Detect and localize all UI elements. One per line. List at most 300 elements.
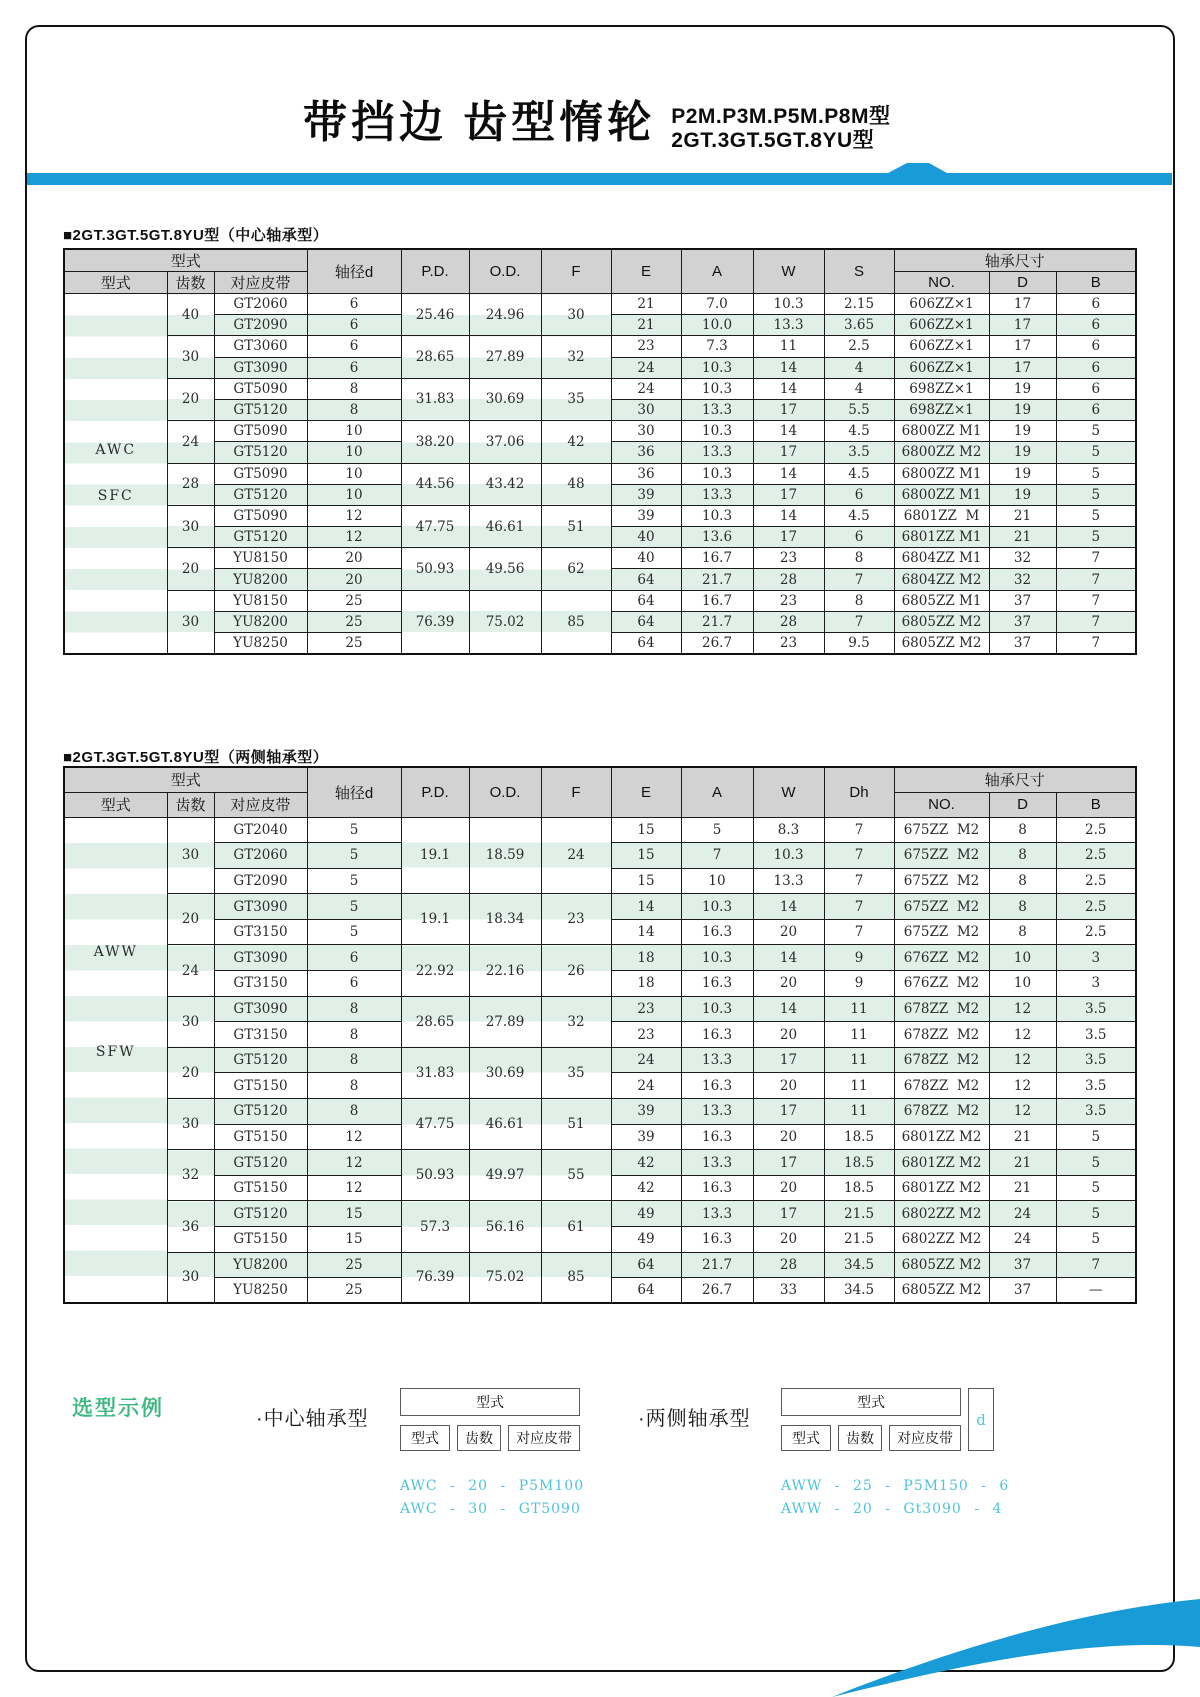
bearing-d-cell: 12: [989, 1047, 1056, 1073]
bearing-no-cell: 675ZZ M2: [894, 919, 989, 945]
f-cell: 51: [541, 1099, 611, 1150]
e-cell: 49: [611, 1227, 681, 1253]
e-cell: 18: [611, 945, 681, 971]
belt-code-cell: GT5120: [214, 1150, 307, 1176]
bearing-d-cell: 17: [989, 336, 1056, 357]
page-subtitle-line1: P2M.P3M.P5M.P8M型: [671, 105, 891, 128]
belt-code-cell: GT2060: [214, 294, 307, 315]
bearing-d-cell: 37: [989, 611, 1056, 632]
e-cell: 30: [611, 399, 681, 420]
bearing-d-cell: 37: [989, 1278, 1056, 1304]
a-cell: 26.7: [681, 1278, 753, 1304]
col-header-type: 型式: [64, 272, 167, 294]
f-cell: 24: [541, 817, 611, 894]
bearing-no-cell: 606ZZ×1: [894, 336, 989, 357]
shaft-diameter-cell: 12: [307, 505, 401, 526]
bearing-no-cell: 678ZZ M2: [894, 996, 989, 1022]
shaft-diameter-cell: 12: [307, 1124, 401, 1150]
e-cell: 23: [611, 996, 681, 1022]
e-cell: 39: [611, 1124, 681, 1150]
s-cell: 6: [824, 527, 894, 548]
bearing-d-cell: 8: [989, 843, 1056, 869]
s-cell: 3.65: [824, 315, 894, 336]
od-cell: 37.06: [469, 421, 541, 463]
belt-code-cell: GT5120: [214, 527, 307, 548]
pd-cell: 44.56: [401, 463, 469, 505]
belt-code-cell: GT5120: [214, 1047, 307, 1073]
bearing-no-cell: 606ZZ×1: [894, 315, 989, 336]
belt-code-cell: YU8200: [214, 611, 307, 632]
shaft-diameter-cell: 6: [307, 945, 401, 971]
w-cell: 33: [753, 1278, 824, 1304]
bearing-no-cell: 6800ZZ M2: [894, 442, 989, 463]
e-cell: 64: [611, 633, 681, 654]
col-header-a: A: [681, 249, 753, 294]
col-header-od: O.D.: [469, 767, 541, 817]
shaft-diameter-cell: 25: [307, 611, 401, 632]
bearing-no-cell: 6801ZZ M2: [894, 1124, 989, 1150]
bearing-no-cell: 678ZZ M2: [894, 1099, 989, 1125]
w-cell: 14: [753, 357, 824, 378]
bearing-d-cell: 17: [989, 357, 1056, 378]
bearing-no-cell: 6800ZZ M1: [894, 463, 989, 484]
bearing-b-cell: 5: [1056, 1150, 1136, 1176]
shaft-diameter-cell: 15: [307, 1201, 401, 1227]
bearing-no-cell: 6805ZZ M2: [894, 633, 989, 654]
s-cell: 11: [824, 1047, 894, 1073]
col-header-bearing-d: D: [989, 792, 1056, 817]
s-cell: 7: [824, 569, 894, 590]
w-cell: 14: [753, 421, 824, 442]
od-cell: 18.59: [469, 817, 541, 894]
a-cell: 21.7: [681, 611, 753, 632]
s-cell: 7: [824, 919, 894, 945]
teeth-count-cell: 30: [167, 590, 214, 654]
s-cell: 21.5: [824, 1201, 894, 1227]
model-label: SFW: [95, 1043, 136, 1060]
s-cell: 4: [824, 357, 894, 378]
col-header-type-group: 型式: [64, 767, 307, 792]
f-cell: 51: [541, 505, 611, 547]
a-cell: 16.3: [681, 919, 753, 945]
s-cell: 18.5: [824, 1175, 894, 1201]
e-cell: 14: [611, 919, 681, 945]
bearing-d-cell: 24: [989, 1201, 1056, 1227]
w-cell: 20: [753, 971, 824, 997]
a-cell: 13.3: [681, 1201, 753, 1227]
a-cell: 10.3: [681, 421, 753, 442]
w-cell: 20: [753, 1022, 824, 1048]
belt-code-cell: GT3150: [214, 971, 307, 997]
bearing-no-cell: 6802ZZ M2: [894, 1227, 989, 1253]
w-cell: 17: [753, 484, 824, 505]
belt-code-cell: YU8200: [214, 569, 307, 590]
bearing-no-cell: 675ZZ M2: [894, 843, 989, 869]
bearing-b-cell: 5: [1056, 1201, 1136, 1227]
shaft-diameter-cell: 6: [307, 336, 401, 357]
bearing-d-cell: 8: [989, 868, 1056, 894]
e-cell: 39: [611, 505, 681, 526]
a-cell: 16.7: [681, 590, 753, 611]
bearing-no-cell: 675ZZ M2: [894, 868, 989, 894]
w-cell: 11: [753, 336, 824, 357]
bearing-no-cell: 6802ZZ M2: [894, 1201, 989, 1227]
bearing-b-cell: 7: [1056, 548, 1136, 569]
w-cell: 17: [753, 1201, 824, 1227]
col-header-f: F: [541, 249, 611, 294]
center-example-name: ·中心轴承型: [256, 1408, 369, 1430]
a-cell: 10.3: [681, 894, 753, 920]
w-cell: 10.3: [753, 843, 824, 869]
s-cell: 9: [824, 971, 894, 997]
bearing-b-cell: 7: [1056, 569, 1136, 590]
od-cell: 49.56: [469, 548, 541, 590]
selection-example-label: 选型示例: [72, 1397, 164, 1420]
f-cell: 48: [541, 463, 611, 505]
col-header-a: A: [681, 767, 753, 817]
bearing-b-cell: 5: [1056, 527, 1136, 548]
w-cell: 17: [753, 1099, 824, 1125]
bearing-d-cell: 24: [989, 1227, 1056, 1253]
od-cell: 27.89: [469, 996, 541, 1047]
col-header-type-group: 型式: [64, 249, 307, 272]
f-cell: 23: [541, 894, 611, 945]
s-cell: 7: [824, 868, 894, 894]
bearing-d-cell: 12: [989, 1099, 1056, 1125]
bearing-b-cell: 3.5: [1056, 1022, 1136, 1048]
bearing-d-cell: 37: [989, 590, 1056, 611]
bearing-b-cell: 5: [1056, 505, 1136, 526]
od-cell: 75.02: [469, 1252, 541, 1303]
a-cell: 16.3: [681, 1175, 753, 1201]
od-cell: 30.69: [469, 1047, 541, 1098]
s-cell: 5.5: [824, 399, 894, 420]
belt-code-cell: GT2060: [214, 843, 307, 869]
teeth-count-cell: 30: [167, 996, 214, 1047]
bearing-d-cell: 37: [989, 1252, 1056, 1278]
diagram-box-teeth: 齿数: [457, 1425, 501, 1451]
f-cell: 26: [541, 945, 611, 996]
bearing-b-cell: 7: [1056, 633, 1136, 654]
bearing-b-cell: 6: [1056, 399, 1136, 420]
w-cell: 23: [753, 590, 824, 611]
f-cell: 85: [541, 590, 611, 654]
e-cell: 15: [611, 843, 681, 869]
bearing-b-cell: 3.5: [1056, 1099, 1136, 1125]
s-cell: 11: [824, 1099, 894, 1125]
f-cell: 85: [541, 1252, 611, 1303]
teeth-count-cell: 28: [167, 463, 214, 505]
s-cell: 3.5: [824, 442, 894, 463]
diagram-box-type: 型式: [781, 1425, 831, 1451]
a-cell: 10.3: [681, 505, 753, 526]
e-cell: 24: [611, 357, 681, 378]
w-cell: 20: [753, 1073, 824, 1099]
od-cell: 49.97: [469, 1150, 541, 1201]
bearing-d-cell: 8: [989, 817, 1056, 843]
od-cell: 56.16: [469, 1201, 541, 1252]
w-cell: 20: [753, 1124, 824, 1150]
belt-code-cell: GT2040: [214, 817, 307, 843]
e-cell: 40: [611, 527, 681, 548]
shaft-diameter-cell: 8: [307, 1099, 401, 1125]
a-cell: 16.3: [681, 1073, 753, 1099]
bearing-b-cell: 5: [1056, 421, 1136, 442]
od-cell: 27.89: [469, 336, 541, 378]
col-header-e: E: [611, 249, 681, 294]
model-label: AWC: [95, 442, 137, 459]
bottom-right-swoosh: [832, 1590, 1200, 1697]
belt-code-cell: GT5150: [214, 1175, 307, 1201]
model-label: AWW: [93, 943, 138, 960]
shaft-diameter-cell: 6: [307, 971, 401, 997]
col-header-bearing-d: D: [989, 272, 1056, 294]
page-title: 带挡边 齿型惰轮: [303, 98, 656, 147]
belt-code-cell: GT5090: [214, 463, 307, 484]
shaft-diameter-cell: 12: [307, 527, 401, 548]
teeth-count-cell: 20: [167, 378, 214, 420]
shaft-diameter-cell: 6: [307, 294, 401, 315]
shaft-diameter-cell: 8: [307, 996, 401, 1022]
s-cell: 4.5: [824, 463, 894, 484]
shaft-diameter-cell: 25: [307, 633, 401, 654]
pd-cell: 76.39: [401, 1252, 469, 1303]
a-cell: 7.3: [681, 336, 753, 357]
bearing-d-cell: 19: [989, 442, 1056, 463]
w-cell: 17: [753, 1047, 824, 1073]
a-cell: 13.3: [681, 1047, 753, 1073]
w-cell: 17: [753, 1150, 824, 1176]
diagram-column-boxes: [781, 1425, 961, 1451]
belt-code-cell: GT5120: [214, 484, 307, 505]
diagram-type-header-box: 型式: [781, 1388, 961, 1416]
bearing-no-cell: 698ZZ×1: [894, 378, 989, 399]
a-cell: 16.7: [681, 548, 753, 569]
bearing-no-cell: 6801ZZ M1: [894, 527, 989, 548]
bearing-b-cell: 5: [1056, 1227, 1136, 1253]
belt-code-cell: GT5120: [214, 1099, 307, 1125]
f-cell: 61: [541, 1201, 611, 1252]
center-example-codes: [400, 1475, 585, 1521]
s-cell: 8: [824, 548, 894, 569]
shaft-diameter-cell: 25: [307, 1252, 401, 1278]
a-cell: 5: [681, 817, 753, 843]
bearing-no-cell: 6804ZZ M1: [894, 548, 989, 569]
e-cell: 39: [611, 484, 681, 505]
bearing-no-cell: 675ZZ M2: [894, 817, 989, 843]
s-cell: 7: [824, 611, 894, 632]
s-cell: 8: [824, 590, 894, 611]
page-header: [303, 100, 890, 153]
col-header-od: O.D.: [469, 249, 541, 294]
w-cell: 13.3: [753, 868, 824, 894]
pd-cell: 76.39: [401, 590, 469, 654]
teeth-count-cell: 24: [167, 945, 214, 996]
f-cell: 32: [541, 336, 611, 378]
f-cell: 55: [541, 1150, 611, 1201]
bearing-d-cell: 10: [989, 945, 1056, 971]
pd-cell: 19.1: [401, 894, 469, 945]
od-cell: 30.69: [469, 378, 541, 420]
w-cell: 17: [753, 442, 824, 463]
e-cell: 40: [611, 548, 681, 569]
bearing-d-cell: 12: [989, 1073, 1056, 1099]
teeth-count-cell: 20: [167, 894, 214, 945]
e-cell: 21: [611, 315, 681, 336]
a-cell: 10.3: [681, 945, 753, 971]
teeth-count-cell: 40: [167, 294, 214, 336]
pd-cell: 19.1: [401, 817, 469, 894]
belt-code-cell: YU8250: [214, 633, 307, 654]
bearing-no-cell: 6805ZZ M2: [894, 1252, 989, 1278]
bearing-b-cell: 2.5: [1056, 843, 1136, 869]
a-cell: 10: [681, 868, 753, 894]
e-cell: 24: [611, 1047, 681, 1073]
a-cell: 13.6: [681, 527, 753, 548]
bearing-no-cell: 676ZZ M2: [894, 971, 989, 997]
col-header-teeth: 齿数: [167, 272, 214, 294]
e-cell: 64: [611, 569, 681, 590]
belt-code-cell: YU8250: [214, 1278, 307, 1304]
col-header-w: W: [753, 249, 824, 294]
teeth-count-cell: 30: [167, 505, 214, 547]
bearing-no-cell: 6801ZZ M2: [894, 1150, 989, 1176]
shaft-diameter-cell: 12: [307, 1150, 401, 1176]
a-cell: 7.0: [681, 294, 753, 315]
col-header-pd: P.D.: [401, 249, 469, 294]
a-cell: 21.7: [681, 569, 753, 590]
teeth-count-cell: 30: [167, 817, 214, 894]
pd-cell: 38.20: [401, 421, 469, 463]
col-header-belt: 对应皮带: [214, 272, 307, 294]
teeth-count-cell: 30: [167, 1099, 214, 1150]
s-cell: 34.5: [824, 1252, 894, 1278]
e-cell: 14: [611, 894, 681, 920]
f-cell: 42: [541, 421, 611, 463]
col-header-shaft-d: 轴径d: [307, 767, 401, 817]
teeth-count-cell: 32: [167, 1150, 214, 1201]
e-cell: 64: [611, 611, 681, 632]
w-cell: 28: [753, 1252, 824, 1278]
e-cell: 49: [611, 1201, 681, 1227]
f-cell: 35: [541, 1047, 611, 1098]
bearing-b-cell: 6: [1056, 294, 1136, 315]
shaft-diameter-cell: 12: [307, 1175, 401, 1201]
col-header-bearing-b: B: [1056, 792, 1136, 817]
header-divider-bar: [27, 162, 1172, 185]
w-cell: 13.3: [753, 315, 824, 336]
teeth-count-cell: 30: [167, 336, 214, 378]
belt-code-cell: GT3060: [214, 336, 307, 357]
shaft-diameter-cell: 8: [307, 378, 401, 399]
diagram-box-type: 型式: [400, 1425, 450, 1451]
bearing-b-cell: 2.5: [1056, 868, 1136, 894]
model-cell: [64, 817, 167, 1303]
bearing-d-cell: 19: [989, 378, 1056, 399]
example-code-line: AWC - 30 - GT5090: [400, 1501, 581, 1517]
bearing-b-cell: 5: [1056, 484, 1136, 505]
diagram-box-belt: 对应皮带: [508, 1425, 580, 1451]
e-cell: 15: [611, 817, 681, 843]
shaft-diameter-cell: 5: [307, 868, 401, 894]
w-cell: 20: [753, 1175, 824, 1201]
col-header-bearing-size: 轴承尺寸: [894, 249, 1136, 272]
bearing-b-cell: 7: [1056, 590, 1136, 611]
bearing-b-cell: 2.5: [1056, 894, 1136, 920]
shaft-diameter-cell: 8: [307, 399, 401, 420]
s-cell: 4.5: [824, 505, 894, 526]
s-cell: 4: [824, 378, 894, 399]
bearing-b-cell: 6: [1056, 315, 1136, 336]
s-cell: 9.5: [824, 633, 894, 654]
belt-code-cell: GT5150: [214, 1124, 307, 1150]
belt-code-cell: GT5090: [214, 421, 307, 442]
belt-code-cell: GT3090: [214, 357, 307, 378]
bearing-b-cell: 5: [1056, 1175, 1136, 1201]
bearing-d-cell: 8: [989, 919, 1056, 945]
belt-code-cell: GT5120: [214, 1201, 307, 1227]
bearing-no-cell: 678ZZ M2: [894, 1022, 989, 1048]
a-cell: 16.3: [681, 1227, 753, 1253]
f-cell: 35: [541, 378, 611, 420]
pd-cell: 31.83: [401, 1047, 469, 1098]
col-header-s: S: [824, 249, 894, 294]
col-header-bearing-size: 轴承尺寸: [894, 767, 1136, 792]
bearing-d-cell: 19: [989, 421, 1056, 442]
pd-cell: 47.75: [401, 1099, 469, 1150]
w-cell: 28: [753, 569, 824, 590]
a-cell: 10.3: [681, 463, 753, 484]
bearing-no-cell: 6805ZZ M2: [894, 611, 989, 632]
pd-cell: 31.83: [401, 378, 469, 420]
col-header-shaft-d: 轴径d: [307, 249, 401, 294]
od-cell: 24.96: [469, 294, 541, 336]
s-cell: 6: [824, 484, 894, 505]
a-cell: 16.3: [681, 971, 753, 997]
bearing-b-cell: 3.5: [1056, 996, 1136, 1022]
col-header-belt: 对应皮带: [214, 792, 307, 817]
w-cell: 10.3: [753, 294, 824, 315]
pd-cell: 28.65: [401, 336, 469, 378]
shaft-diameter-cell: 5: [307, 894, 401, 920]
s-cell: 21.5: [824, 1227, 894, 1253]
e-cell: 24: [611, 1073, 681, 1099]
shaft-diameter-cell: 20: [307, 569, 401, 590]
table1-label: ■2GT.3GT.5GT.8YU型（中心轴承型）: [63, 227, 329, 244]
belt-code-cell: GT5150: [214, 1227, 307, 1253]
e-cell: 24: [611, 378, 681, 399]
e-cell: 64: [611, 590, 681, 611]
e-cell: 36: [611, 442, 681, 463]
shaft-diameter-cell: 10: [307, 484, 401, 505]
bearing-b-cell: 3.5: [1056, 1047, 1136, 1073]
s-cell: 9: [824, 945, 894, 971]
bearing-d-cell: 19: [989, 463, 1056, 484]
bearing-b-cell: 3.5: [1056, 1073, 1136, 1099]
bearing-no-cell: 698ZZ×1: [894, 399, 989, 420]
a-cell: 26.7: [681, 633, 753, 654]
diagram-box-shaft-d: d: [968, 1388, 994, 1451]
bearing-no-cell: 676ZZ M2: [894, 945, 989, 971]
example-code-line: AWC - 20 - P5M100: [400, 1478, 585, 1494]
bearing-d-cell: 10: [989, 971, 1056, 997]
e-cell: 39: [611, 1099, 681, 1125]
f-cell: 62: [541, 548, 611, 590]
e-cell: 23: [611, 336, 681, 357]
teeth-count-cell: 20: [167, 548, 214, 590]
bearing-b-cell: 6: [1056, 378, 1136, 399]
col-header-pd: P.D.: [401, 767, 469, 817]
